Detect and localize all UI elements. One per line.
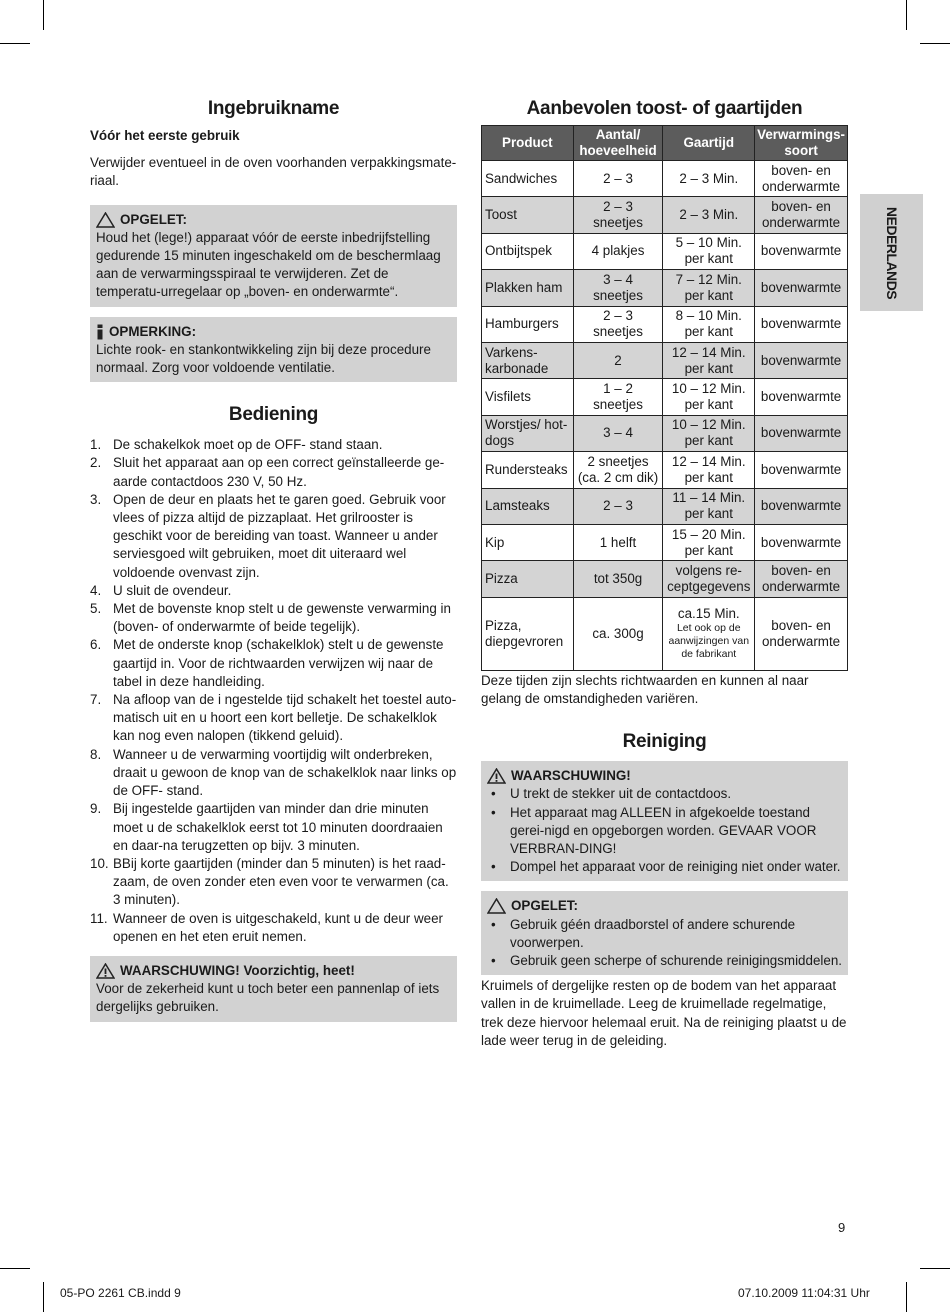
note-box	[90, 317, 457, 383]
table-cell: bovenwarmte	[755, 415, 848, 451]
table-cell: 11 – 14 Min. per kant	[663, 488, 755, 524]
table-cell: Pizza, diepgevroren	[482, 597, 574, 670]
table-row	[482, 488, 848, 524]
list-item: 3. Open de deur en plaats het te garen goed. Gebruik voor vlees of pizza altijd de pizzaplaat. Het grilrooster is geschikt voor de bereiding van toast. Wanneer u ander serviesgoed wilt gebruiken, moet dit uiteraard wel voldoende ovenvast zijn.	[90, 491, 446, 580]
table-cell: tot 350g	[573, 561, 663, 597]
cooking-time-note: Let ook op de aanwijzingen van de fabrikant	[668, 622, 750, 661]
section-title-toast-times: Aanbevolen toost- of gaartijden	[526, 98, 803, 119]
table-row	[482, 161, 848, 197]
crop-mark	[43, 0, 44, 30]
table-cell: bovenwarmte	[755, 342, 848, 378]
note-title: OPMERKING:	[109, 323, 197, 339]
cleaning-warning-list	[487, 785, 842, 876]
cleaning-warning-heading	[487, 767, 842, 785]
hot-warning-box	[90, 956, 457, 1022]
crop-mark	[43, 1282, 44, 1312]
crop-mark	[920, 1268, 950, 1269]
table-cell: boven- en onderwarmte	[755, 597, 848, 670]
language-tab	[860, 194, 923, 311]
table-cell: Kip	[482, 524, 574, 560]
column-header: Gaartijd	[663, 126, 755, 161]
table-cell: bovenwarmte	[755, 233, 848, 269]
crop-mark	[906, 0, 907, 30]
table-cell: volgens re-ceptgegevens	[663, 561, 755, 597]
caution-triangle-icon	[96, 212, 115, 228]
crop-mark	[920, 43, 950, 44]
info-icon	[96, 324, 104, 340]
table-cell: Plakken ham	[482, 270, 574, 306]
list-item: • Het apparaat mag ALLEEN in afgekoelde toestand gerei-nigd en opgeborgen worden. GEVAAR VOOR VERBRAN-DING!	[487, 804, 842, 859]
list-item: 2. Sluit het apparaat aan op een correct geïnstalleerde ge-aarde contactdoos 230 V, 50 Hz.	[90, 455, 445, 489]
note-heading	[96, 323, 451, 341]
crop-mark	[0, 43, 30, 44]
table-cell: 2 – 3 sneetjes	[573, 306, 663, 342]
table-row	[482, 415, 848, 451]
table-cell: 8 – 10 Min. per kant	[663, 306, 755, 342]
list-item: • Gebruik geen scherpe of schurende reinigingsmiddelen.	[487, 952, 842, 970]
table-cell: 10 – 12 Min. per kant	[663, 379, 755, 415]
list-item: 5. Met de bovenste knop stelt u de gewenste verwarming in (boven- of onderwarmte of beide tegelijk).	[90, 601, 451, 635]
table-cell: ca. 300g	[573, 597, 663, 670]
list-item: • U trekt de stekker uit de contactdoos.	[487, 785, 842, 803]
warning-triangle-icon	[96, 963, 115, 979]
table-cell: 5 – 10 Min. per kant	[663, 233, 755, 269]
table-cell: bovenwarmte	[755, 306, 848, 342]
table-cell: 10 – 12 Min. per kant	[663, 415, 755, 451]
crop-mark	[0, 1268, 30, 1269]
crop-mark	[906, 1282, 907, 1312]
table-cell: 4 plakjes	[573, 233, 663, 269]
table-cell: 7 – 12 Min. per kant	[663, 270, 755, 306]
subheading-first-use: Vóór het eerste gebruik	[90, 128, 240, 143]
table-cell: 2 – 3 Min.	[663, 161, 755, 197]
hot-warning-text: Voor de zekerheid kunt u toch beter een pannenlap of iets dergelijks gebruiken.	[96, 981, 440, 1015]
table-cell: 15 – 20 Min. per kant	[663, 524, 755, 560]
table-row	[482, 342, 848, 378]
table-cell: 2 – 3 sneetjes	[573, 197, 663, 233]
table-note: Deze tijden zijn slechts richtwaarden en kunnen al naar gelang de omstandigheden variëren.	[481, 672, 809, 706]
caution-box	[90, 205, 457, 307]
table-cell: bovenwarmte	[755, 452, 848, 488]
table-cell: Hamburgers	[482, 306, 574, 342]
left-column	[90, 96, 457, 1022]
table-cell: Pizza	[482, 561, 574, 597]
table-row	[482, 233, 848, 269]
table-cell: 2 – 3	[573, 488, 663, 524]
cleaning-caution-box	[481, 891, 848, 975]
toast-times-table	[481, 125, 848, 671]
table-cell: boven- en onderwarmte	[755, 197, 848, 233]
table-cell: Worstjes/ hot-dogs	[482, 415, 574, 451]
hot-warning-heading	[96, 962, 451, 980]
table-cell: Toost	[482, 197, 574, 233]
table-cell: 3 – 4 sneetjes	[573, 270, 663, 306]
table-cell: 12 – 14 Min. per kant	[663, 342, 755, 378]
table-cell: 2 sneetjes (ca. 2 cm dik)	[573, 452, 663, 488]
bullet: •	[491, 786, 496, 802]
caution-title: OPGELET:	[120, 211, 187, 227]
table-cell: Lamsteaks	[482, 488, 574, 524]
list-item: • Gebruik géén draadborstel of andere schurende voorwerpen.	[487, 916, 842, 952]
table-cell: Ontbijtspek	[482, 233, 574, 269]
cleaning-caution-list	[487, 916, 842, 971]
table-row	[482, 379, 848, 415]
table-cell: Visfilets	[482, 379, 574, 415]
table-row	[482, 306, 848, 342]
bullet: •	[491, 952, 496, 968]
table-cell: Varkens-karbonade	[482, 342, 574, 378]
cleaning-caution-heading	[487, 897, 842, 915]
caution-triangle-icon	[487, 898, 506, 914]
table-cell: 3 – 4	[573, 415, 663, 451]
table-row	[482, 270, 848, 306]
cooking-time: ca.15 Min.	[677, 606, 740, 622]
table-cell: 2 – 3	[573, 161, 663, 197]
cleaning-caution-title: OPGELET:	[511, 898, 578, 914]
table-cell: bovenwarmte	[755, 270, 848, 306]
table-cell: 1 – 2 sneetjes	[573, 379, 663, 415]
cleaning-warning-title: WAARSCHUWING!	[511, 768, 631, 784]
table-row	[482, 452, 848, 488]
caution-heading	[96, 211, 451, 229]
caution-text: Houd het (lege!) apparaat vóór de eerste inbedrijfstelling gedurende 15 minuten ingeschakeld om de beschermlaag aan de verwarmingsspiraal te verwijderen. Zet de temperatu-urregelaar op „boven- en onderwarmte“.	[96, 229, 441, 300]
cleaning-paragraph: Kruimels of dergelijke resten op de bodem van het apparaat vallen in de kruimellade. Leeg de kruimellade regelmatige, trek deze hiervoor helemaal eruit. Na de reiniging plaatst u de lade weer terug in de geleiding.	[481, 978, 847, 1048]
cleaning-warning-box	[481, 761, 848, 881]
list-item: 7. Na afloop van de i ngestelde tijd schakelt het toestel auto-matisch uit en u hoort een kort belletje. De schakelklok kan nog even nalopen (tikkend geluid).	[90, 692, 457, 744]
list-item: 1. De schakelkok moet op de OFF- stand staan.	[90, 437, 383, 453]
column-header: Product	[482, 126, 574, 161]
bullet: •	[491, 859, 496, 875]
footer-datetime: 07.10.2009 11:04:31 Uhr	[738, 1286, 870, 1300]
table-cell: Sandwiches	[482, 161, 574, 197]
bullet: •	[491, 804, 496, 820]
table-cell: bovenwarmte	[755, 379, 848, 415]
list-item: 10. BBij korte gaartijden (minder dan 5 minuten) is het raad-zaam, de oven zonder eten even voor te verwarmen (ca. 3 minuten).	[90, 855, 449, 908]
table-cell: boven- en onderwarmte	[755, 161, 848, 197]
column-header: Aantal/ hoeveelheid	[573, 126, 663, 161]
hot-warning-title: WAARSCHUWING! Voorzichtig, heet!	[120, 962, 355, 978]
table-cell: bovenwarmte	[755, 524, 848, 560]
table-row	[482, 197, 848, 233]
table-cell: bovenwarmte	[755, 488, 848, 524]
table-header-row	[482, 126, 848, 161]
table-row	[482, 597, 848, 670]
list-item: 9. Bij ingestelde gaartijden van minder dan drie minuten moet u de schakelklok eerst tot 10 minuten doordraaien en daar-na terugzetten op bijv. 3 minuten.	[90, 801, 443, 853]
warning-triangle-icon	[487, 768, 506, 784]
list-item: • Dompel het apparaat voor de reiniging niet onder water.	[487, 858, 842, 876]
right-column	[481, 96, 848, 1050]
table-row	[482, 524, 848, 560]
list-item: 11. Wanneer de oven is uitgeschakeld, kunt u de deur weer openen en het eten eruit nemen.	[90, 910, 444, 944]
table-cell: 2	[573, 342, 663, 378]
footer-file-name: 05-PO 2261 CB.indd 9	[60, 1286, 181, 1300]
page-number: 9	[838, 1220, 846, 1235]
list-item: 6. Met de onderste knop (schakelklok) stelt u de gewenste gaartijd in. Voor de richtwaarden verwijzen wij naar de tabel in deze handleiding.	[90, 637, 444, 689]
section-title-ingebruikname: Ingebruikname	[207, 98, 340, 119]
section-title-reiniging: Reiniging	[622, 731, 707, 753]
operation-steps	[90, 436, 457, 946]
table-cell	[663, 597, 755, 670]
list-item: 8. Wanneer u de verwarming voortijdig wilt onderbreken, draait u gewoon de knop van de schakelklok naar links op de OFF- stand.	[90, 746, 457, 799]
table-cell: 1 helft	[573, 524, 663, 560]
paragraph-packaging: Verwijder eventueel in de oven voorhanden verpakkingsmate-riaal.	[90, 155, 457, 189]
language-tab-label: NEDERLANDS	[883, 206, 900, 299]
table-cell: 12 – 14 Min. per kant	[663, 452, 755, 488]
bullet: •	[491, 916, 496, 932]
list-item: 4. U sluit de ovendeur.	[90, 582, 232, 598]
table-cell: boven- en onderwarmte	[755, 561, 848, 597]
table-row	[482, 561, 848, 597]
section-title-bediening: Bediening	[228, 404, 319, 426]
table-cell: 2 – 3 Min.	[663, 197, 755, 233]
column-header: Verwarmings-soort	[755, 126, 848, 161]
table-cell: Rundersteaks	[482, 452, 574, 488]
note-text: Lichte rook- en stankontwikkeling zijn bij deze procedure normaal. Zorg voor voldoende ventilatie.	[96, 341, 431, 376]
